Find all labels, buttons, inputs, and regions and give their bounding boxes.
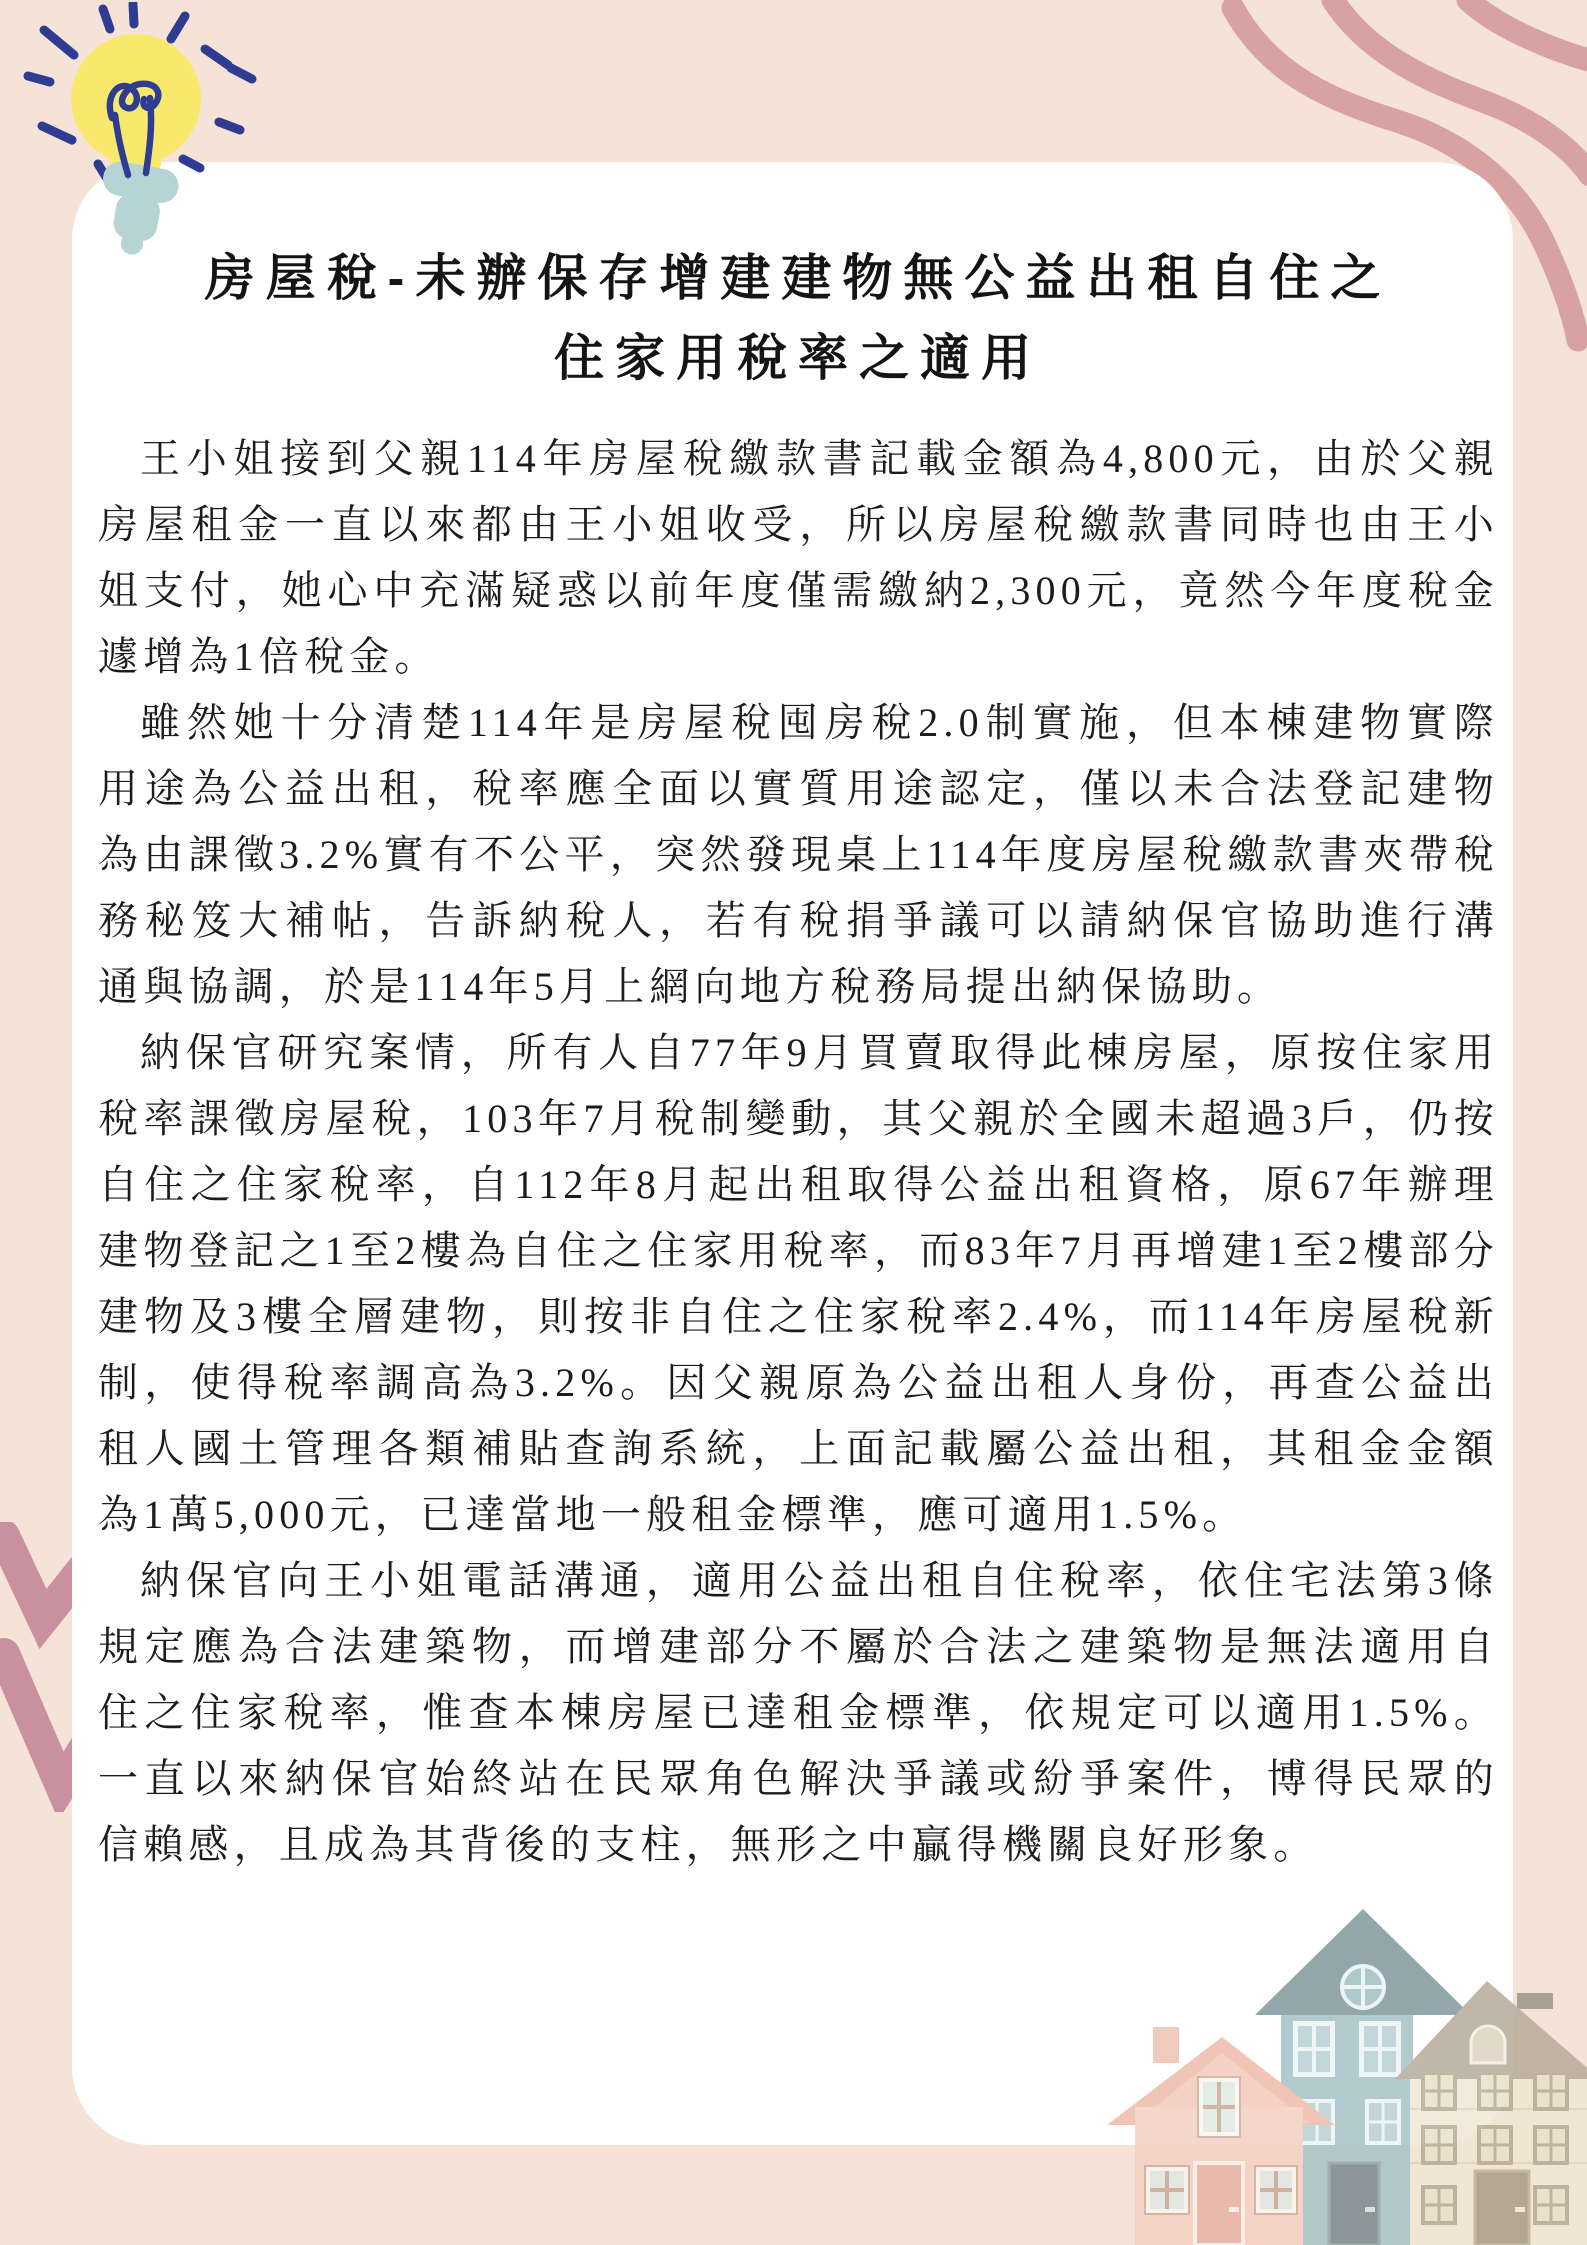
paragraph: 納保官研究案情，所有人自77年9月買賣取得此棟房屋，原按住家用稅率課徵房屋稅，103年7月稅制變動，其父親於全國未超過3戶，仍按自住之住家稅率，自112年8月起出租取得公益出租資格，原67年辦理建物登記之1至2樓為自住之住家用稅率，而83年7月再增建1至2樓部分建物及3樓全層建物，則按非自住之住家稅率2.4%，而114年房屋稅新制，使得稅率調高為3.2%。因父親原為公益出租人身份，再查公益出租人國土管理各類補貼查詢系統，上面記載屬公益出租，其租金金額為1萬5,000元，已達當地一般租金標準，應可適用1.5%。	[98, 1030, 1499, 1537]
paragraph: 雖然她十分清楚114年是房屋稅囤房稅2.0制實施，但本棟建物實際用途為公益出租，稅率應全面以實質用途認定，僅以未合法登記建物為由課徵3.2%實有不公平，突然發現桌上114年度房屋稅繳款書夾帶稅務秘笈大補帖，告訴納稅人，若有稅捐爭議可以請納保官協助進行溝通與協調，於是114年5月上網向地方稅務局提出納保協助。	[98, 700, 1499, 1009]
article-body	[72, 426, 1513, 1878]
page-title	[72, 238, 1513, 398]
content-card	[72, 162, 1513, 2145]
paragraph: 王小姐接到父親114年房屋稅繳款書記載金額為4,800元，由於父親房屋租金一直以來都由王小姐收受，所以房屋稅繳款書同時也由王小姐支付，她心中充滿疑惑以前年度僅需繳納2,300元，竟然今年度稅金遽增為1倍稅金。	[98, 436, 1499, 679]
page-title-line-2: 住家用稅率之適用	[554, 330, 1042, 386]
page-title-line-1: 房屋稅-未辦保存增建建物無公益出租自住之	[204, 250, 1392, 306]
paragraph: 納保官向王小姐電話溝通，適用公益出租自住稅率，依住宅法第3條規定應為合法建築物，而增建部分不屬於合法之建築物是無法適用自住之住家稅率，惟查本棟房屋已達租金標準，依規定可以適用1.5%。一直以來納保官始終站在民眾角色解決爭議或紛爭案件，博得民眾的信賴感，且成為其背後的支柱，無形之中贏得機關良好形象。	[98, 1558, 1499, 1867]
